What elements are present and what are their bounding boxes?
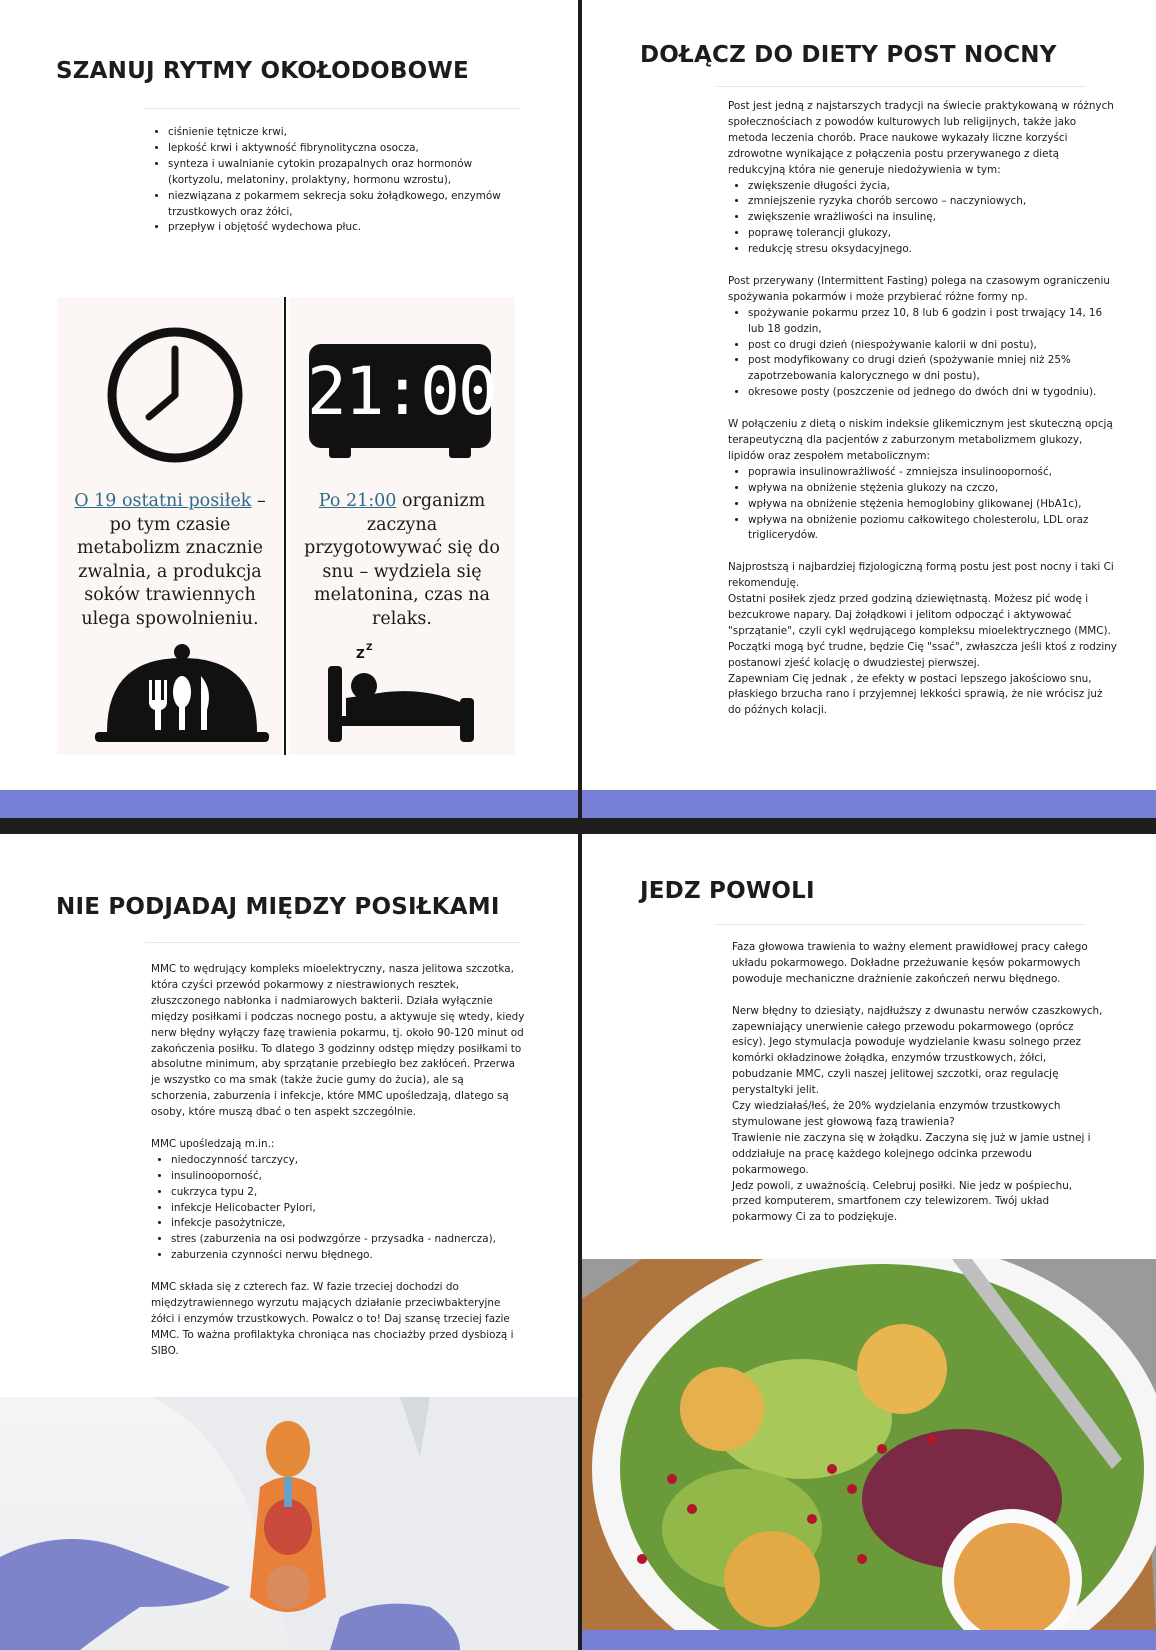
list-item: • zmniejszenie ryzyka chorób sercowo – naczyniowych, bbox=[748, 194, 1118, 210]
paragraph: Czy wiedziałaś/łeś, że 20% wydzielania enzymów trzustkowych stymulowane jest głowową fazą trawienia? bbox=[732, 1100, 1061, 1128]
page-title: NIE PODJADAJ MIĘDZY POSIŁKAMI bbox=[56, 894, 500, 920]
rhythms-list bbox=[148, 125, 523, 236]
salad-bowl-photo bbox=[582, 1259, 1156, 1630]
list-item: • niezwiązana z pokarmem sekrecja soku żołądkowego, enzymów trzustkowych oraz żółci, bbox=[168, 189, 523, 221]
panel-divider bbox=[284, 297, 286, 755]
page-title: DOŁĄCZ DO DIETY POST NOCNY bbox=[640, 42, 1057, 68]
caption-left bbox=[66, 490, 274, 631]
fasting-text bbox=[728, 99, 1118, 719]
list-item: • infekcje pasożytnicze, bbox=[171, 1216, 526, 1232]
caption-right bbox=[296, 490, 508, 631]
list-item: • infekcje Helicobacter Pylori, bbox=[171, 1201, 526, 1217]
page-eat-slowly bbox=[582, 834, 1156, 1650]
list-item: • poprawę tolerancji glukozy, bbox=[748, 226, 1118, 242]
outro-paragraph: Ostatni posiłek zjedz przed godziną dziewiętnastą. Możesz pić wodę i bezcukrowe napary. Daj żołądkowi i jelitom odpocząć i aktywować "sprzątanie", czyli cykl wędrującego kompleksu mioelektrycznego (MMC). Początki mogą być trudne, będzie Cię "ssać", zwłaszcza jeśli ktoś z rodziny postanowi zjeść kolację o dwudziestej pierwszej. bbox=[728, 593, 1117, 669]
page-title: JEDZ POWOLI bbox=[640, 878, 815, 904]
mmc-text bbox=[151, 962, 526, 1360]
list-item: • niedoczynność tarczycy, bbox=[171, 1153, 526, 1169]
title-divider bbox=[145, 942, 520, 943]
footer-band bbox=[0, 790, 578, 818]
list-item: • post co drugi dzień (niespożywanie kalorii w dni postu), bbox=[748, 338, 1118, 354]
list-item: • zaburzenia czynności nerwu błędnego. bbox=[171, 1248, 526, 1264]
list-item: • przepływ i objętość wydechowa płuc. bbox=[168, 220, 523, 236]
cloche-cutlery-icon bbox=[93, 640, 271, 744]
list-item: • zwiększenie wrażliwości na insulinę, bbox=[748, 210, 1118, 226]
list-item: • zwiększenie długości życia, bbox=[748, 179, 1118, 195]
intro-paragraph: Post jest jedną z najstarszych tradycji na świecie praktykowaną w różnych społecznościach z powodów kulturowych lub religijnych, także jako metoda leczenia chorób. Prace naukowe wykazały liczne korzyści zdrowotne wynikające z połączenia postu przerywanego z dietą redukcyjną która nie generuje niedożywienia w tym: bbox=[728, 100, 1114, 176]
paragraph: Trawienie nie zaczyna się w żołądku. Zaczyna się już w jamie ustnej i oddziałuje na pracę każdego kolejnego odcinka przewodu pokarmowego. bbox=[732, 1131, 1091, 1176]
paragraph: Nerw błędny to dziesiąty, najdłuższy z dwunastu nerwów czaszkowych, zapewniający unerwienie całego przewodu pokarmowego (oprócz esicy). Jego stymulacja powoduje wydzielanie kwasu solnego przez komórki okładzinowe żołądka, enzymów trzustkowych, żółci, pobudzanie MMC, czyli naszej jelitowej szczotki, oraz regulację perystaltyki jelit. bbox=[732, 1004, 1103, 1097]
gi-intro-paragraph: W połączeniu z dietą o niskim indeksie glikemicznym jest skuteczną opcją terapeutyczną dla pacjentów z zaburzonym metabolizmem glukozy, lipidów oraz zespołem metabolicznym: bbox=[728, 418, 1113, 462]
clock-icon bbox=[103, 323, 247, 467]
list-item: • okresowe posty (poszczenie od jednego do dwóch dni w tygodniu). bbox=[748, 385, 1118, 401]
slow-eating-text bbox=[732, 940, 1104, 1226]
caption-left-text: – po tym czasie metabolizm znacznie zwalnia, a produkcja soków trawiennych ulega spowolnieniu. bbox=[77, 491, 266, 629]
list-item: • ciśnienie tętnicze krwi, bbox=[168, 125, 523, 141]
list-item: • wpływa na obniżenie stężenia glukozy na czczo, bbox=[748, 481, 1118, 497]
title-divider bbox=[716, 924, 1086, 925]
title-divider bbox=[716, 86, 1086, 87]
caption-right-link[interactable]: Po 21:00 bbox=[318, 491, 397, 511]
list-intro: MMC upośledzają m.in.: bbox=[151, 1137, 275, 1150]
caption-left-link[interactable]: O 19 ostatni posiłek bbox=[74, 491, 252, 511]
outro-paragraph: Najprostszą i najbardziej fizjologiczną formą postu jest post nocny i taki Ci rekomenduję. bbox=[728, 561, 1114, 590]
list-item: • wpływa na obniżenie stężenia hemoglobiny glikowanej (HbA1c), bbox=[748, 497, 1118, 513]
page-no-snacking bbox=[0, 834, 578, 1650]
title-divider bbox=[145, 108, 520, 109]
list-item: • stres (zaburzenia na osi podwzgórze - przysadka - nadnercza), bbox=[171, 1232, 526, 1248]
clock-display: 21:00 bbox=[307, 353, 496, 430]
list-item: • redukcję stresu oksydacyjnego. bbox=[748, 242, 1118, 258]
list-item: • poprawia insulinowrażliwość - zmniejsza insulinooporność, bbox=[748, 465, 1118, 481]
footer-band bbox=[582, 790, 1156, 818]
paragraph: Jedz powoli, z uważnością. Celebruj posiłki. Nie jedz w pośpiechu, przed komputerem, smartfonem czy telewizorem. Twój układ pokarmowy Ci za to podziękuje. bbox=[732, 1179, 1073, 1224]
footer-band bbox=[582, 1630, 1156, 1650]
page-night-fasting bbox=[582, 0, 1156, 818]
svg-text:Z: Z bbox=[366, 643, 373, 653]
paragraph: MMC składa się z czterech faz. W fazie trzeciej dochodzi do międzytrawiennego wyrzutu mających działanie przeciwbakteryjne żółci i enzymów trzustkowych. Powalcz o to! Daj szansę trzeciej fazie MMC. To ważna profilaktyka chroniąca nas chociażby przed dysbiozą i SIBO. bbox=[151, 1281, 514, 1357]
list-item: • cukrzyca typu 2, bbox=[171, 1185, 526, 1201]
list-item: • insulinooporność, bbox=[171, 1169, 526, 1185]
list-item: • lepkość krwi i aktywność fibrynolityczna osocza, bbox=[168, 141, 523, 157]
if-intro-paragraph: Post przerywany (Intermittent Fasting) polega na czasowym ograniczeniu spożywania pokarmów i może przybierać różne formy np. bbox=[728, 274, 1110, 303]
page-circadian-rhythms bbox=[0, 0, 578, 818]
sleeping-bed-icon bbox=[326, 642, 476, 744]
anatomy-model-photo bbox=[0, 1397, 578, 1650]
caption-right-text: organizm zaczyna przygotowywać się do snu – wydziela się melatonina, czas na relaks. bbox=[304, 491, 500, 629]
outro-paragraph: Zapewniam Cię jednak , że efekty w postaci lepszego jakościowo snu, płaskiego brzucha rano i przyjemnej lekkości sprawią, że nie wrócisz już do późnych kolacji. bbox=[728, 672, 1103, 717]
paragraph: Faza głowowa trawienia to ważny element prawidłowej pracy całego układu pokarmowego. Dokładne przeżuwanie kęsów pokarmowych powoduje mechaniczne drażnienie zakończeń nerwu błędnego. bbox=[732, 941, 1088, 985]
list-item: • wpływa na obniżenie poziomu całkowitego cholesterolu, LDL oraz triglicerydów. bbox=[748, 513, 1118, 545]
list-item: • post modyfikowany co drugi dzień (spożywanie mniej niż 25% zapotrzebowania kalorycznego w dni postu), bbox=[748, 353, 1118, 385]
svg-text:Z: Z bbox=[356, 647, 365, 661]
paragraph: MMC to wędrujący kompleks mioelektryczny, nasza jelitowa szczotka, która czyści przewód pokarmowy z niestrawionych resztek, złuszczonego nabłonka i nadmiarowych bakterii. Działa wyłącznie między posiłkami i podczas nocnego postu, a aktywuje się wtedy, kiedy nerw błędny wyłączy fazę trawienia pokarmu, tj. około 90-120 minut od zakończenia posiłku. To dlatego 3 godzinny odstęp między posiłkami to absolutne minimum, aby sprzątanie przebiegło bez zakłóceń. Przerwa je wszystko co ma smak (także żucie gumy do żucia), ale są schorzenia, zaburzenia i infekcje, które MMC upośledzają, dlatego są osoby, które muszą dbać o ten aspekt szczególnie. bbox=[151, 963, 525, 1119]
page-title: SZANUJ RYTMY OKOŁODOBOWE bbox=[56, 58, 469, 84]
list-item: • spożywanie pokarmu przez 10, 8 lub 6 godzin i post trwający 14, 16 lub 18 godzin, bbox=[748, 306, 1118, 338]
list-item: • synteza i uwalnianie cytokin prozapalnych oraz hormonów (kortyzolu, melatoniny, prolaktyny, hormonu wzrostu), bbox=[168, 157, 523, 189]
